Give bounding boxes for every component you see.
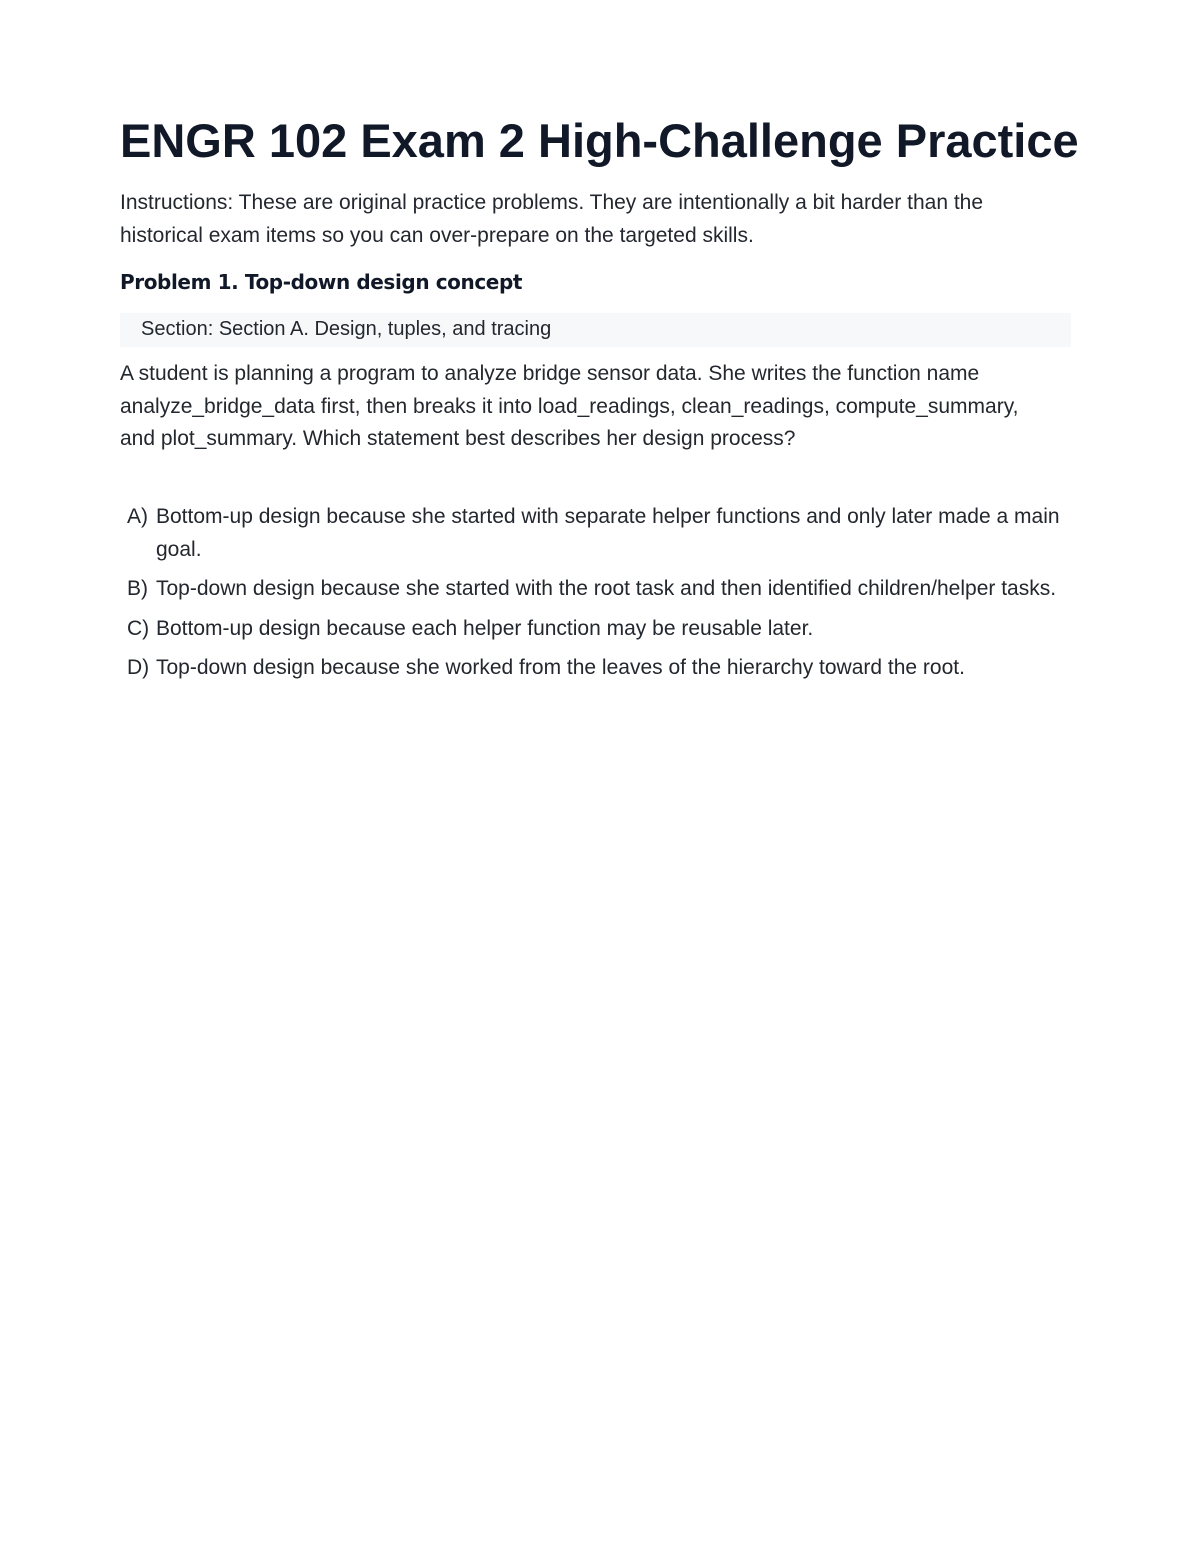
section-label: Section: Section A. Design, tuples, and tracing — [120, 313, 1071, 347]
option-letter: D) — [127, 656, 150, 679]
problem-1-heading: Problem 1. Top-down design concept — [120, 270, 523, 294]
answer-options — [127, 501, 1072, 692]
option-text: Top-down design because she worked from the leaves of the hierarchy toward the root. — [156, 656, 965, 679]
page-title: ENGR 102 Exam 2 High-Challenge Practice — [120, 114, 1079, 167]
option-b — [127, 573, 1072, 606]
instructions-text: Instructions: These are original practice problems. They are intentionally a bit harder than the historical exam items so you can over-prepare on the targeted skills. — [120, 191, 984, 247]
option-text: Bottom-up design because each helper function may be reusable later. — [156, 616, 814, 640]
option-a — [127, 501, 1072, 566]
option-letter: B) — [127, 577, 148, 600]
problem-1-question: A student is planning a program to analyze bridge sensor data. She writes the function name analyze_bridge_data first, then breaks it into load_readings, clean_readings, compute_summary, and plot_summary. Which statement best describes her design process? — [120, 362, 1019, 450]
option-text: Bottom-up design because she started with separate helper functions and only later made a main goal. — [156, 505, 1060, 561]
option-c — [127, 613, 1072, 646]
option-text: Top-down design because she started with the root task and then identified children/helper tasks. — [156, 577, 1057, 600]
option-d — [127, 652, 1072, 685]
option-letter: C) — [127, 616, 150, 640]
option-letter: A) — [127, 505, 148, 528]
